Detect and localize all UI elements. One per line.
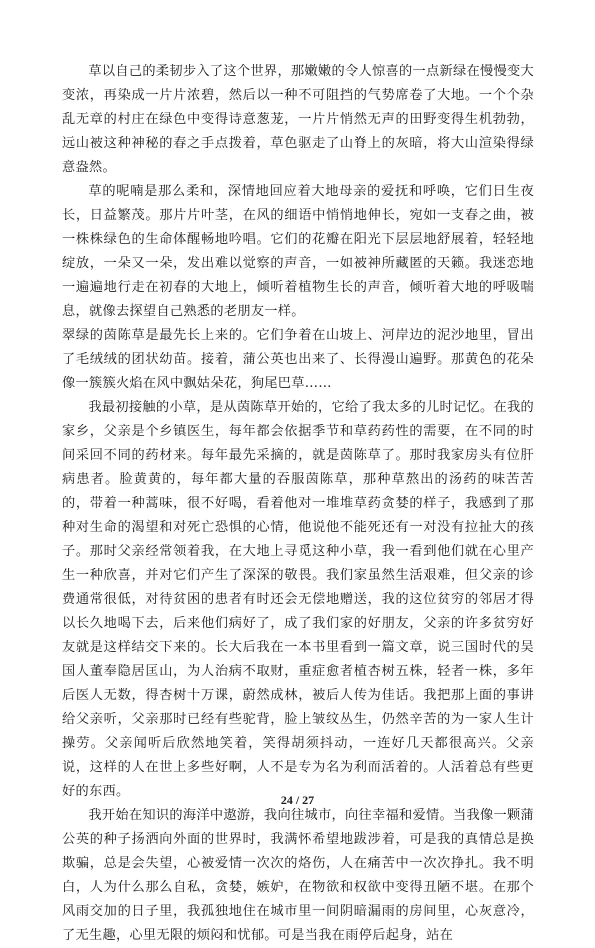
document-body [62,60,534,948]
paragraph-4: 我最初接触的小草，是从茵陈草开始的，它给了我太多的儿时记忆。在我的家乡，父亲是个乡镇医生，每年都会依据季节和草药药性的需要，在不同的时间采回不同的药材来。每年最先采摘的，就是茵陈草了。那时我家房头有位肝病患者。脸黄黄的，每年都大量的吞服茵陈草，那种草熬出的汤药的味苦苦的，带着一种蒿味，很不好喝，看着他对一堆堆草药贪婪的样子，我感到了那种对生命的渴望和对死亡恐惧的心情，他说他不能死还有一对没有拉扯大的孩子。那时父亲经常领着我，在大地上寻觅这种小草，我一看到他们就在心里产生一种欣喜，并对它们产生了深深的敬畏。我们家虽然生活艰难，但父亲的诊费通常很低，对待贫困的患者有时还会无偿地赠送，我的这位贫穷的邻居才得以长久地喝下去，后来他们病好了，成了我们家的好朋友，父亲的许多贫穷好友就是这样结交下来的。长大后我在一本书里看到一篇文章，说三国时代的吴国人董奉隐居匡山，为人治病不取财，重症愈者植杏树五株，轻者一株，多年后医人无数，得杏树十万课，蔚然成林，被后人传为佳话。我把那上面的事讲给父亲听，父亲那时已经有些驼背，脸上皱纹丛生，仍然辛苦的为一家人生计操劳。父亲闻听后欣然地笑着，笑得胡须抖动，一连好几天都很高兴。父亲说，这样的人在世上多些好啊，人不是专为名为利而活着的。人活着总有些更好的东西。 [62,400,534,799]
paragraph-1: 草以自己的柔韧步入了这个世界，那嫩嫩的令人惊喜的一点新绿在慢慢变大变浓，再染成一片片浓碧，然后以一种不可阻挡的气势席卷了大地。一个个杂乱无章的村庄在绿色中变得诗意葱茏，一片片悄然无声的田野变得生机勃勃，远山被这种神秘的春之手点拨着，草色驱走了山脊上的灰暗，将大山渲染得绿意盎然。 [62,64,534,175]
paragraph-3: 翠绿的茵陈草是最先长上来的。它们争着在山坡上、河岸边的泥沙地里，冒出了毛绒绒的团状幼苗。接着，蒲公英也出来了、长得漫山遍野。那黄色的花朵像一簇簇火焰在风中飘姑朵花，狗尾巴草…… [62,328,534,391]
paragraph-2: 草的呢喃是那么柔和，深情地回应着大地母亲的爱抚和呼唤，它们日生夜长，日益繁茂。那片片叶茎，在风的细语中悄悄地伸长，宛如一支春之曲，被一株株绿色的生命体醒畅地吟唱。它们的花瓣在阳光下层层地舒展着，轻轻地绽放，一朵又一朵，发出难以觉察的声音，一如被神所藏匿的天籁。我迷恋地一遍遍地行走在初春的大地上，倾听着植物生长的声音，倾听着大地的呼吸喘息，就像去探望自己熟悉的老朋友一样。 [62,184,534,319]
paragraph-5: 我开始在知识的海洋中遨游，我向往城市，向往幸福和爱情。当我像一颗蒲公英的种子扬洒向外面的世界时，我满怀希望地跋涉着，可是我的真情总是换欺骗，总是会失望，心被爱情一次次的烙伤，人在痛苦中一次次挣扎。我不明白，人为什么那么自私，贪婪，嫉妒，在物欲和权欲中变得丑陋不堪。在那个风雨交加的日子里，我孤独地住在城市里一间阴暗漏雨的房间里，心灰意冷，了无生趣，心里无限的烦闷和忧郁。可是当我在雨停后起身，站在 [62,808,534,943]
page-number: 24 / 27 [280,793,315,807]
